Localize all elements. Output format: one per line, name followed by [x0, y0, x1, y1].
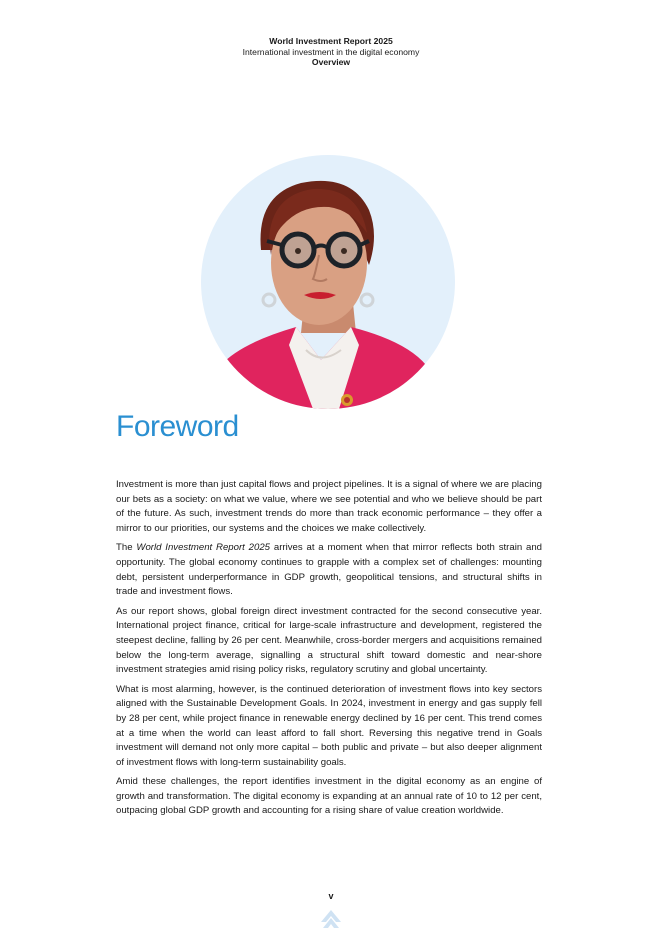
- page-number: v: [328, 891, 334, 901]
- paragraph: Investment is more than just capital flows and project pipelines. It is a signal of where we are placing our bets as a society: on what we value, where we see potential and who we believe should be part of the future. As such, investment trends do more than track economic performance – they offer a mirror to our priorities, our systems and the choices we make collectively.: [116, 479, 542, 534]
- page-title: Foreword: [116, 410, 239, 443]
- paragraph-rest: arrives at a moment when that mirror reflects both strain and opportunity. The global economy continues to grapple with a complex set of challenges: mounting debt, persistent underperformance in GDP growth, geopolitical tensions, and structural shifts in trade and investment flows.: [116, 542, 542, 598]
- foreword-body: [116, 478, 542, 824]
- portrait-photo: [201, 155, 455, 409]
- report-title-italic: World Investment Report 2025: [136, 542, 271, 554]
- paragraph-lead: The: [116, 542, 133, 554]
- up-arrow-icon[interactable]: [320, 908, 342, 930]
- paragraph: [116, 541, 542, 599]
- paragraph: Amid these challenges, the report identifies investment in the digital economy as an engine of growth and transformation. The digital economy is expanding at an annual rate of 10 to 12 per cent, outpacing global GDP growth and accounting for a rising share of value creation worldwide.: [116, 776, 542, 817]
- section-label: Overview: [311, 57, 351, 67]
- report-title: World Investment Report 2025: [269, 36, 393, 46]
- page-header: [0, 36, 662, 68]
- paragraph: What is most alarming, however, is the continued deterioration of investment flows into key sectors aligned with the Sustainable Development Goals. In 2024, investment in energy and gas supply fell by 28 per cent, while project finance in renewable energy declined by 16 per cent. This trend comes at a time when the world can least afford to fall short. Reversing this negative trend in Goals investment will demand not only more capital – both public and private – but also deeper alignment of investment flows with long-term sustainability goals.: [116, 683, 542, 768]
- paragraph: As our report shows, global foreign direct investment contracted for the second consecutive year. International project finance, critical for large-scale infrastructure and development, registered the steepest decline, falling by 26 per cent. Meanwhile, cross-border mergers and acquisitions remained below the long-term average, signalling a structural shift toward domestic and near-shore investment strategies amid rising policy risks, regulatory scrutiny and global uncertainty.: [116, 605, 542, 676]
- report-subtitle: International investment in the digital economy: [242, 46, 420, 57]
